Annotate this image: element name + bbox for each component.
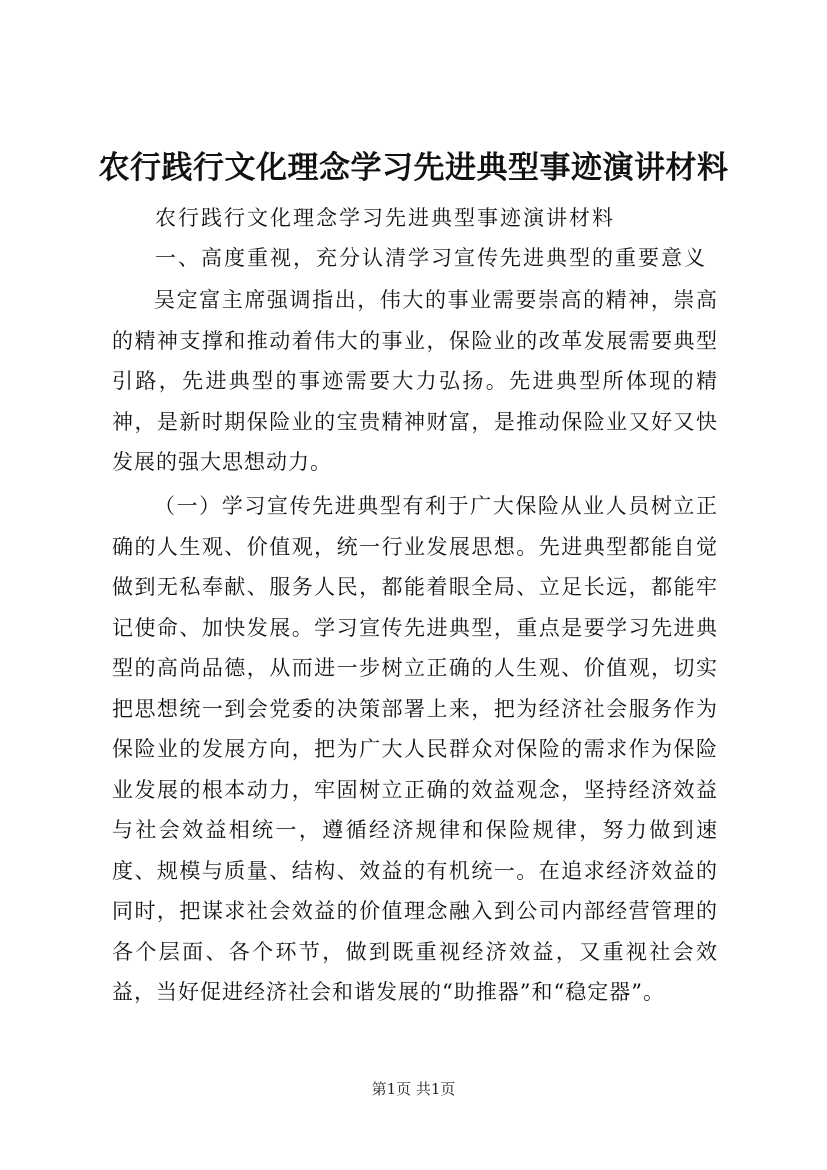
document-subtitle: 农行践行文化理念学习先进典型事迹演讲材料 — [155, 206, 615, 230]
document-title: 农行践行文化理念学习先进典型事迹演讲材料 — [98, 150, 729, 186]
page-footer: 第1页 共1页 — [371, 1080, 456, 1098]
paragraph-2: （一）学习宣传先进典型有利于广大保险从业人员树立正确的人生观、价值观，统一行业发展思想。先进典型都能自觉做到无私奉献、服务人民，都能着眼全局、立足长远，都能牢记使命、加快发展。学习宣传先进典型，重点是要学习先进典型的高尚品德，从而进一步树立正确的人生观、价值观，切实把思想统一到会党委的决策部署上来，把为经济社会服务作为保险业的发展方向，把为广大人民群众对保险的需求作为保险业发展的根本动力，牢固树立正确的效益观念，坚持经济效益与社会效益相统一，遵循经济规律和保险规律，努力做到速度、规模与质量、结构、效益的有机统一。在追求经济效益的同时，把谋求社会效益的价值理念融入到公司内部经营管理的各个层面、各个环节，做到既重视经济效益，又重视社会效益，当好促进经济社会和谐发展的“助推器”和“稳定器”。 — [112, 494, 718, 1004]
paragraph-1: 吴定富主席强调指出，伟大的事业需要崇高的精神，崇高的精神支撑和推动着伟大的事业，保险业的改革发展需要典型引路，先进典型的事迹需要大力弘扬。先进典型所体现的精神，是新时期保险业的宝贵精神财富，是推动保险业又好又快发展的强大思想动力。 — [112, 288, 718, 474]
section-heading: 一、高度重视，充分认清学习宣传先进典型的重要意义 — [155, 246, 707, 270]
